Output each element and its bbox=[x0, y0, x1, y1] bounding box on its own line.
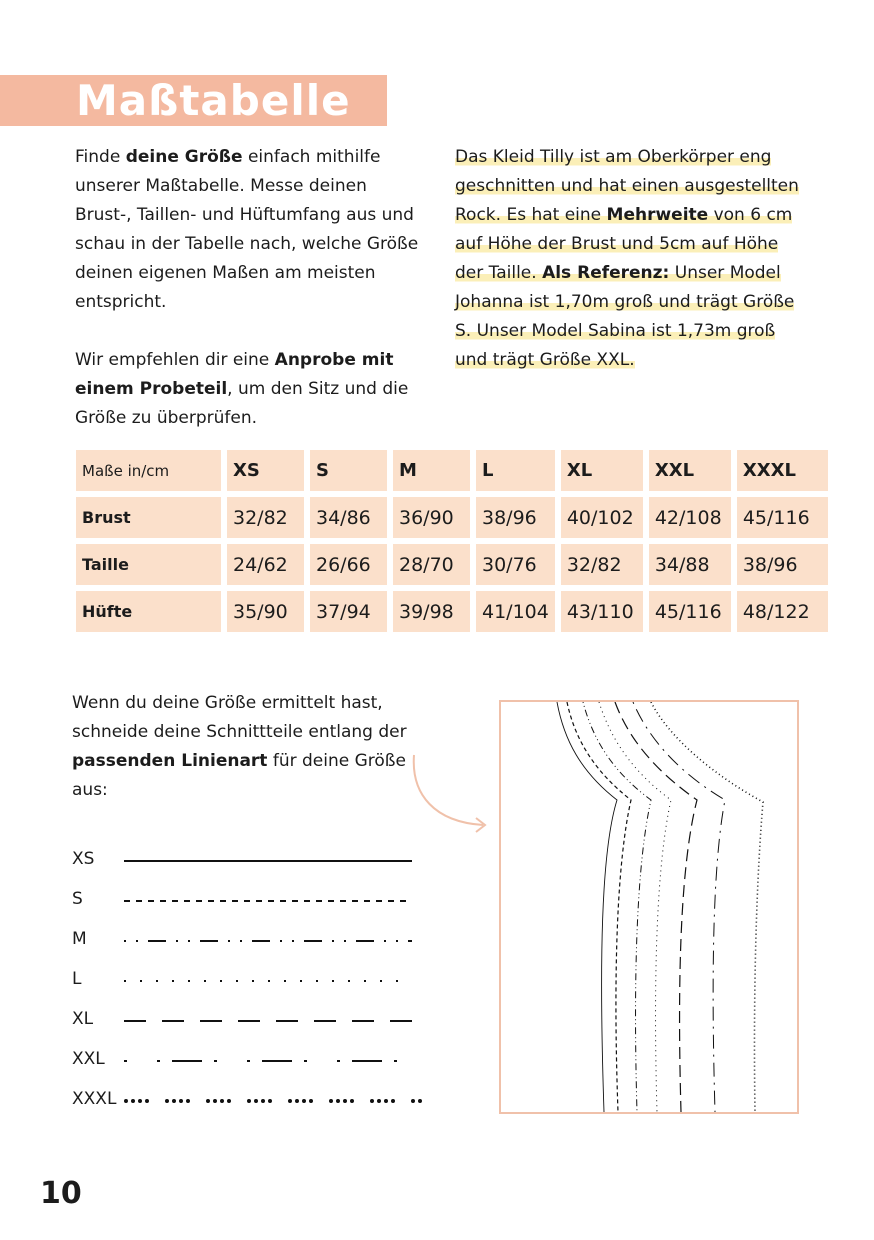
dash-dot-line-sample bbox=[124, 1045, 414, 1075]
intro-paragraph-1: Finde deine Größe einfach mithilfe unserer Maßtabelle. Messe deinen Brust-, Taillen- und Hüftumfang aus und schau in der Tabelle nach, welche Größe deinen eigenen Maßen am meisten entspricht. bbox=[75, 147, 419, 312]
table-cell: 35/90 bbox=[227, 591, 304, 632]
pattern-lines-illustration bbox=[499, 700, 799, 1114]
legend-label: L bbox=[72, 969, 82, 989]
table-header-cell: XXL bbox=[649, 450, 731, 491]
fit-note bbox=[455, 143, 800, 375]
dashed-line-sample bbox=[124, 885, 414, 915]
table-cell: 45/116 bbox=[649, 591, 731, 632]
legend-label: S bbox=[72, 889, 83, 909]
table-cell: 34/86 bbox=[310, 497, 387, 538]
intro-paragraph-2: Wir empfehlen dir eine Anprobe mit einem Probeteil, um den Sitz und die Größe zu überprüfen. bbox=[75, 350, 409, 428]
table-header-row bbox=[76, 450, 828, 491]
table-header-cell: L bbox=[476, 450, 555, 491]
table-cell: 28/70 bbox=[393, 544, 470, 585]
table-header-cell: M bbox=[393, 450, 470, 491]
fit-note-text: Das Kleid Tilly ist am Oberkörper eng geschnitten und hat einen ausgestellten Rock. Es hat eine Mehrweite von 6 cm auf Höhe der Brust und 5cm auf Höhe der Taille. Als Referenz: Unser Model Johanna ist 1,70m groß und trägt Größe S. Unser Model Sabina ist 1,73m groß und trägt Größe XXL. bbox=[455, 147, 799, 370]
table-cell: 32/82 bbox=[561, 544, 643, 585]
size-table bbox=[70, 444, 834, 638]
long-dash-line-sample bbox=[124, 1005, 414, 1035]
legend-row-xl bbox=[72, 1005, 432, 1035]
table-row-label: Brust bbox=[76, 497, 221, 538]
table-cell: 34/88 bbox=[649, 544, 731, 585]
legend-label: XXL bbox=[72, 1049, 105, 1069]
table-cell: 41/104 bbox=[476, 591, 555, 632]
legend-label: XL bbox=[72, 1009, 94, 1029]
table-cell: 43/110 bbox=[561, 591, 643, 632]
legend-label: XXXL bbox=[72, 1089, 117, 1109]
table-cell: 40/102 bbox=[561, 497, 643, 538]
table-row-label: Hüfte bbox=[76, 591, 221, 632]
table-row bbox=[76, 497, 828, 538]
legend-row-m bbox=[72, 925, 432, 955]
table-row bbox=[76, 591, 828, 632]
table-cell: 26/66 bbox=[310, 544, 387, 585]
table-cell: 36/90 bbox=[393, 497, 470, 538]
page-title: Maßtabelle bbox=[76, 76, 351, 125]
table-header-cell: XXXL bbox=[737, 450, 828, 491]
legend-row-s bbox=[72, 885, 432, 915]
legend-label: M bbox=[72, 929, 87, 949]
table-row bbox=[76, 544, 828, 585]
table-cell: 42/108 bbox=[649, 497, 731, 538]
dotted-line-sample bbox=[124, 965, 414, 995]
curved-arrow-icon bbox=[405, 750, 495, 840]
table-cell: 48/122 bbox=[737, 591, 828, 632]
page-number: 10 bbox=[40, 1176, 82, 1211]
table-header-cell: XL bbox=[561, 450, 643, 491]
solid-line-sample bbox=[124, 845, 414, 875]
cut-instructions: Wenn du deine Größe ermittelt hast, schneide deine Schnittteile entlang der passenden Linienart für deine Größe aus: bbox=[72, 693, 407, 800]
table-cell: 39/98 bbox=[393, 591, 470, 632]
dot-cluster-line-sample bbox=[124, 1085, 424, 1115]
legend-row-l bbox=[72, 965, 432, 995]
table-cell: 32/82 bbox=[227, 497, 304, 538]
legend-label: XS bbox=[72, 849, 95, 869]
legend-row-xxl bbox=[72, 1045, 432, 1075]
legend-row-xs bbox=[72, 845, 432, 875]
legend-row-xxxl bbox=[72, 1085, 432, 1115]
table-cell: 38/96 bbox=[476, 497, 555, 538]
table-cell: 24/62 bbox=[227, 544, 304, 585]
table-header-cell: XS bbox=[227, 450, 304, 491]
intro-text bbox=[75, 143, 420, 433]
table-cell: 38/96 bbox=[737, 544, 828, 585]
table-header-cell: S bbox=[310, 450, 387, 491]
table-cell: 45/116 bbox=[737, 497, 828, 538]
dot-dash-line-sample bbox=[124, 925, 414, 955]
table-row-label: Taille bbox=[76, 544, 221, 585]
table-cell: 37/94 bbox=[310, 591, 387, 632]
table-corner-cell: Maße in/cm bbox=[76, 450, 221, 491]
table-cell: 30/76 bbox=[476, 544, 555, 585]
pattern-curves bbox=[501, 702, 797, 1112]
